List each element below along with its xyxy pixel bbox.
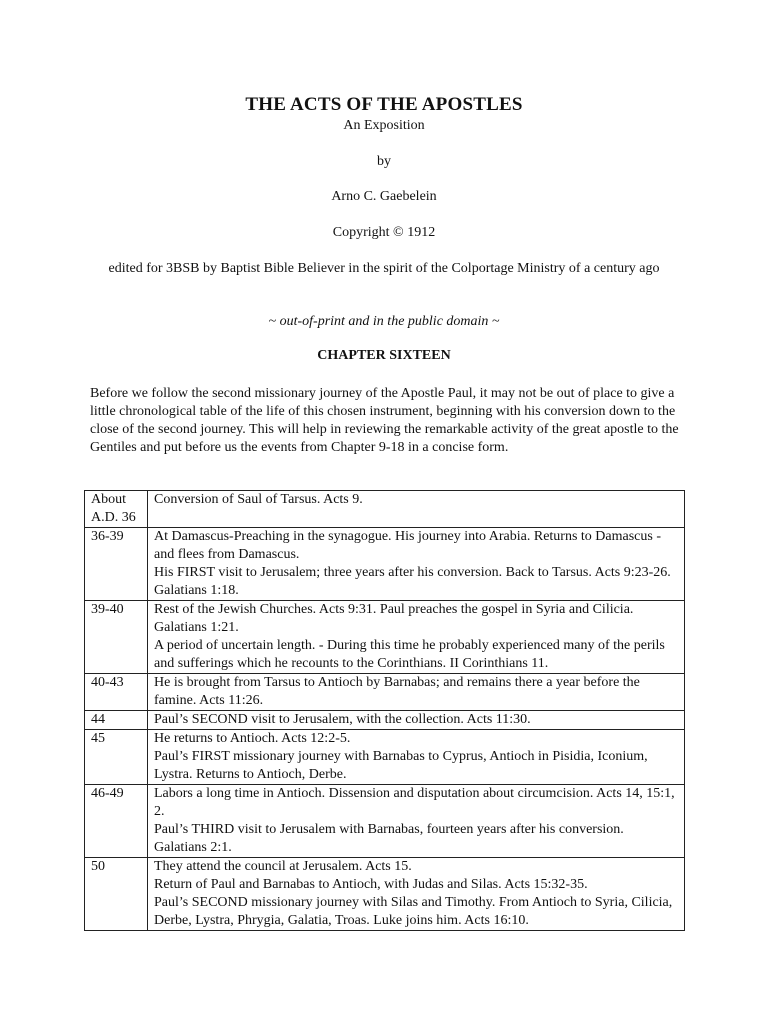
event-cell [148,674,685,711]
event-entry: At Damascus-Preaching in the synagogue. His journey into Arabia. Returns to Damascus - and flees from Damascus. [154,529,662,562]
date-cell: 45 [85,730,148,785]
event-cell [148,730,685,785]
date-cell: 36-39 [85,528,148,601]
event-entry: Paul’s SECOND missionary journey with Silas and Timothy. From Antioch to Syria, Cilicia, Derbe, Lystra, Phrygia, Galatia, Troas. Luke joins him. Acts 16:10. [154,895,673,928]
event-entry: He is brought from Tarsus to Antioch by Barnabas; and remains there a year before the famine. Acts 11:26. [154,675,640,708]
public-domain-note: ~ out-of-print and in the public domain ~ [268,314,500,329]
event-entry: They attend the council at Jerusalem. Acts 15. [154,859,412,874]
date-cell: About A.D. 36 [85,491,148,528]
table-row [85,785,685,858]
chapter-intro-paragraph: Before we follow the second missionary journey of the Apostle Paul, it may not be out of place to give a little chronological table of the life of this chosen instrument, beginning with his conversion down to the close of the second journey. This will help in reviewing the remarkable activity of the great apostle to the Gentiles and put before us the events from Chapter 9-18 in a concise form. [90,386,679,455]
chronology-table [84,490,685,931]
event-cell [148,858,685,931]
event-cell [148,491,685,528]
editor-note: edited for 3BSB by Baptist Bible Believer in the spirit of the Colportage Ministry of a century ago [108,261,660,276]
event-entry: Paul’s FIRST missionary journey with Barnabas to Cyprus, Antioch in Pisidia, Iconium, Lystra. Returns to Antioch, Derbe. [154,749,648,782]
date-cell: 39-40 [85,601,148,674]
event-cell [148,528,685,601]
date-cell: 40-43 [85,674,148,711]
table-row [85,711,685,730]
event-entry: Rest of the Jewish Churches. Acts 9:31. Paul preaches the gospel in Syria and Cilicia. Galatians 1:21. [154,602,634,635]
event-entry: He returns to Antioch. Acts 12:2-5. [154,731,351,746]
document-subtitle: An Exposition [343,118,425,133]
event-entry: Return of Paul and Barnabas to Antioch, with Judas and Silas. Acts 15:32-35. [154,877,588,892]
by-line: by [377,154,391,169]
table-row [85,730,685,785]
document-title: THE ACTS OF THE APOSTLES [245,94,523,115]
author-name: Arno C. Gaebelein [331,189,437,204]
table-row [85,674,685,711]
event-entry: His FIRST visit to Jerusalem; three years after his conversion. Back to Tarsus. Acts 9:23-26. Galatians 1:18. [154,565,671,598]
date-cell: 44 [85,711,148,730]
event-cell [148,711,685,730]
event-entry: Paul’s THIRD visit to Jerusalem with Barnabas, fourteen years after his conversion. Galatians 2:1. [154,822,624,855]
event-entry: Paul’s SECOND visit to Jerusalem, with the collection. Acts 11:30. [154,712,531,727]
event-entry: Conversion of Saul of Tarsus. Acts 9. [154,492,363,507]
date-cell: 50 [85,858,148,931]
date-cell: 46-49 [85,785,148,858]
event-cell [148,785,685,858]
table-row [85,528,685,601]
event-entry: Labors a long time in Antioch. Dissension and disputation about circumcision. Acts 14, 15:1, 2. [154,786,675,819]
table-row [85,858,685,931]
copyright-notice: Copyright © 1912 [332,225,436,240]
event-cell [148,601,685,674]
table-row [85,491,685,528]
table-row [85,601,685,674]
chapter-heading: CHAPTER SIXTEEN [317,348,451,363]
event-entry: A period of uncertain length. - During this time he probably experienced many of the perils and sufferings which he recounts to the Corinthians. II Corinthians 11. [154,638,665,671]
